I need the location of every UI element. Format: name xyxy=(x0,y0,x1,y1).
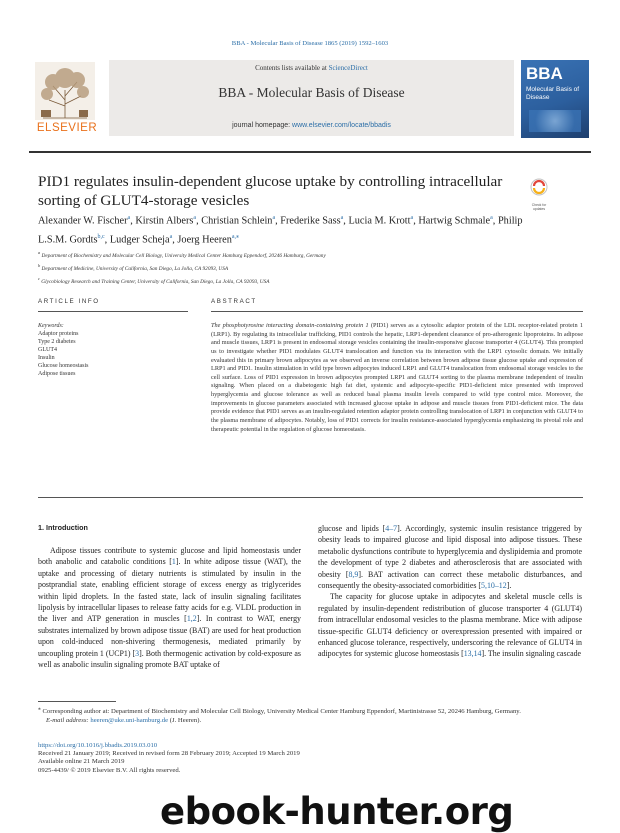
cover-title: BBA xyxy=(526,64,563,83)
keyword-item: GLUT4 xyxy=(38,347,57,353)
keywords-label: Keywords: xyxy=(38,323,64,329)
keyword-item: Adaptor proteins xyxy=(38,331,79,337)
reference-link[interactable]: 1 xyxy=(171,557,176,567)
contents-line xyxy=(109,64,514,72)
publisher-name: ELSEVIER xyxy=(36,122,98,134)
email-label: E-mail address: xyxy=(46,716,91,724)
body-text: ]. xyxy=(506,581,512,591)
reference-link[interactable]: 8,9 xyxy=(348,569,359,579)
author-affiliation-marker[interactable]: a,⁎ xyxy=(231,234,240,241)
affiliation-marker: b xyxy=(38,263,41,269)
corresponding-author-note xyxy=(38,705,583,726)
reference-link[interactable]: 3 xyxy=(135,648,140,658)
author-name[interactable]: Kirstin Albers xyxy=(135,215,194,227)
author-affiliation-marker[interactable]: a xyxy=(193,215,197,221)
affiliation xyxy=(38,248,578,261)
author-list xyxy=(38,210,548,249)
abstract-rule xyxy=(211,311,583,312)
journal-banner xyxy=(29,60,589,152)
email-link[interactable]: heeren@uke.uni-hamburg.de xyxy=(90,716,169,724)
body-text: ]. The insulin signaling cascade xyxy=(481,649,582,659)
affiliation-text: Department of Medicine, University of California, San Diego, La Jolla, CA 92093, USA xyxy=(40,265,229,272)
banner-rule xyxy=(29,151,591,153)
author-separator: , xyxy=(196,215,202,227)
keywords-list xyxy=(38,330,188,378)
author-separator: , xyxy=(104,234,110,246)
author-name[interactable]: Christian Schlein xyxy=(201,215,273,227)
reference-link[interactable]: 13,14 xyxy=(463,649,482,659)
author-affiliation-marker[interactable]: b,c xyxy=(97,234,105,241)
keyword-item: Insulin xyxy=(38,355,55,361)
author-affiliation-marker[interactable]: a xyxy=(127,215,131,221)
affiliation-marker: c xyxy=(38,276,40,282)
affiliations xyxy=(38,248,578,287)
homepage-line xyxy=(109,122,514,129)
author-name[interactable]: Philip L.S.M. Gordts xyxy=(38,215,523,246)
keyword-item: Glucose homeostasis xyxy=(38,363,89,369)
body-text: ]. In contrast to WAT, energy substrates internalized by brown adipose tissue (BAT) are used for heat production upon cold-induced non-shivering thermogenesis, mediated primarily by uncoupling protein 1 (UCP1) [ xyxy=(38,614,301,658)
author-affiliation-marker[interactable]: a xyxy=(272,215,276,221)
keyword-item: Adipose tissues xyxy=(38,371,76,377)
author-affiliation-marker[interactable]: a xyxy=(169,234,173,241)
author-separator: , xyxy=(275,215,281,227)
article-info-heading: ARTICLE INFO xyxy=(38,298,100,305)
journal-citation[interactable]: BBA - Molecular Basis of Disease 1865 (2019) 1592–1603 xyxy=(231,40,389,47)
affiliation-text: Department of Biochemistry and Molecular Cell Biology, University Medical Center Hamburg Eppendorf, 20246 Hamburg, Germany xyxy=(40,252,326,259)
abstract-body: (PID1) serves as a cytosolic adaptor protein of the LDL receptor-related protein 1 (LRP1). By regulating its intracellular trafficking, PID1 controls the hepatic, LRP1-dependent clearance of pro-atherogenic lipoproteins. In adipose and muscle tissues, LRP1 is present in endosomal storage vesicles containing the insulin-responsive glucose transporter 4 (GLUT4). This prompted us to investigate whether PID1 modulates GLUT4 translocation and function via its interaction with the LRP1 cytosolic domain. We initially evaluated this in primary brown adipocytes as we observed an inverse correlation between brown adipose tissue glucose uptake and expression of LRP1 and PID1. Insulin stimulation in wild type brown adipocytes induced LRP1 and GLUT4 translocation from endosomal storage vesicles to the cell surface. Loss of PID1 expression in brown adipocytes prompted LRP1 and GLUT4 sorting to the plasma membrane independent of insulin signaling. When placed on a diabetogenic high fat diet, systemic and adipocyte-specific PID1-deficient mice presented with improved hyperglycemia and glucose tolerance as well as reduced basal plasma insulin levels compared to wild type control mice. Moreover, the improvements in glucose parameters associated with increased glucose uptake in adipose and muscle tissues from PID1-deficient mice. The data provide evidence that PID1 serves as an insulin-regulated retention adaptor protein controlling translocation of LRP1 in conjunction with GLUT4 to the plasma membrane of adipocytes. Notably, loss of PID1 corrects for insulin resistance-associated hyperglycemia emphasizing its pivotal role and therapeutic potential in the regulation of glucose homeostasis. xyxy=(211,322,583,433)
doi-link[interactable]: https://doi.org/10.1016/j.bbadis.2019.03.010 xyxy=(38,742,158,749)
cover-subtitle: Molecular Basis of Disease xyxy=(526,86,580,101)
author-affiliation-marker[interactable]: a xyxy=(490,215,493,221)
author-affiliation-marker[interactable]: a xyxy=(340,215,344,221)
abstract-lead: The phosphotyrosine interacting domain-containing protein 1 xyxy=(211,322,369,329)
body-text: The capacity for glucose uptake in adipocytes and skeletal muscle cells is regulated by insulin-dependent redistribution of glucose transporter 4 (GLUT4) from intracellular endosomal vesicles to the plasma membrane. Mice with adipose tissue-specific GLUT4 deficiency or overexpression presented with impaired or enhanced glucose tolerance, respectively, underscoring the relevance of GLUT4 in adipocytes for systemic glucose homeostasis [ xyxy=(318,592,582,659)
author-separator: , xyxy=(413,215,419,227)
corresponding-text: Corresponding author at: Department of Biochemistry and Molecular Cell Biology, University Medical Center Hamburg Eppendorf, Martinistrasse 52, 20246 Hamburg, Germany. xyxy=(40,708,521,716)
contents-prefix: Contents lists available at xyxy=(255,64,329,72)
watermark: ebook-hunter.org xyxy=(160,790,514,833)
author-name[interactable]: Ludger Scheja xyxy=(109,234,170,246)
elsevier-logo xyxy=(29,60,103,136)
author-separator: , xyxy=(492,215,498,227)
affiliation xyxy=(38,261,578,274)
body-text: ]. Both thermogenic activation by cold-exposure as well as anabolic insulin signaling promote BAT uptake of xyxy=(38,648,301,670)
body-text: ]. In white adipose tissue (WAT), the uptake and processing of dietary nutrients is stimulated by insulin in the postprandial state, enabling efficient storage of excess energy as triglycerides within lipid droplets. In the fasted state, lack of insulin signaling facilitates lipolysis by intracellular lipases to release fatty acids for e.g. VLDL production in the liver and ATP generation in muscles [ xyxy=(38,557,302,624)
abstract-heading: ABSTRACT xyxy=(211,298,257,305)
author-separator: , xyxy=(172,234,178,246)
sciencedirect-link[interactable]: ScienceDirect xyxy=(328,64,368,72)
author-name[interactable]: Joerg Heeren xyxy=(177,234,232,246)
available-online: Available online 21 March 2019 xyxy=(38,758,125,766)
email-suffix: (J. Heeren). xyxy=(168,716,202,724)
author-name[interactable]: Lucia M. Krott xyxy=(348,215,411,227)
cover-image xyxy=(529,110,581,132)
abstract-bottom-rule xyxy=(38,497,583,498)
homepage-link[interactable]: www.elsevier.com/locate/bbadis xyxy=(292,122,391,129)
section-heading-introduction: 1. Introduction xyxy=(38,523,88,532)
intro-left-column xyxy=(38,545,301,670)
author-name[interactable]: Hartwig Schmale xyxy=(418,215,491,227)
check-for-updates-badge[interactable] xyxy=(526,178,552,211)
body-text: ]. BAT activation can correct these metabolic disturbances, and consequently the obesity-associated comorbidities [ xyxy=(318,569,582,591)
body-text: ]. Accordingly, systemic insulin resistance triggered by obesity leads to impaired glucose and lipid disposal into adipose tissues. These metabolic dysfunctions contribute to hyperglycemia and dyslipidemia and promote the development of type 2 diabetes and atherosclerosis that are associated with obesity [ xyxy=(318,524,582,579)
keyword-item: Type 2 diabetes xyxy=(38,339,76,345)
journal-header-band xyxy=(109,60,514,136)
journal-cover xyxy=(521,60,589,138)
intro-right-paragraph-1 xyxy=(318,523,582,591)
author-affiliation-marker[interactable]: a xyxy=(410,215,414,221)
received-dates: Received 21 January 2019; Received in revised form 28 February 2019; Accepted 19 March 2019 xyxy=(38,750,300,758)
article-history xyxy=(38,742,338,775)
article-title: PID1 regulates insulin-dependent glucose uptake by controlling intracellular sorting of GLUT4-storage vesicles xyxy=(38,173,503,209)
body-text: Adipose tissues contribute to systemic glucose and lipid homeostasis under both anabolic and catabolic conditions [ xyxy=(38,546,301,567)
body-text: glucose and lipids [ xyxy=(318,524,386,533)
keywords-block xyxy=(38,322,188,378)
intro-right-column xyxy=(318,523,582,660)
article-info-rule xyxy=(38,311,188,312)
intro-right-paragraph-2 xyxy=(318,591,582,659)
author-separator: , xyxy=(130,215,136,227)
homepage-prefix: journal homepage: xyxy=(232,122,293,129)
affiliation xyxy=(38,274,578,287)
reference-link[interactable]: 4–7 xyxy=(385,524,398,533)
copyright-line: 0925-4439/ © 2019 Elsevier B.V. All rights reserved. xyxy=(38,766,181,774)
affiliation-marker: a xyxy=(38,250,41,255)
author-name[interactable]: Alexander W. Fischer xyxy=(38,215,128,227)
reference-link[interactable]: 1,2 xyxy=(186,614,197,624)
author-name[interactable]: Frederike Sass xyxy=(280,215,341,227)
check-updates-icon xyxy=(526,178,552,198)
footnote-marker: ⁎ xyxy=(38,706,41,712)
journal-title: BBA - Molecular Basis of Disease xyxy=(218,85,405,100)
affiliation-text: Glycobiology Research and Training Center, University of California, San Diego, La Jolla, CA 92093, USA xyxy=(39,278,270,285)
footnote-rule xyxy=(38,701,116,702)
author-separator: , xyxy=(343,215,349,227)
reference-link[interactable]: 5,10–12 xyxy=(481,581,507,591)
abstract-text xyxy=(211,322,583,434)
check-updates-label: Check for updates xyxy=(531,203,547,211)
